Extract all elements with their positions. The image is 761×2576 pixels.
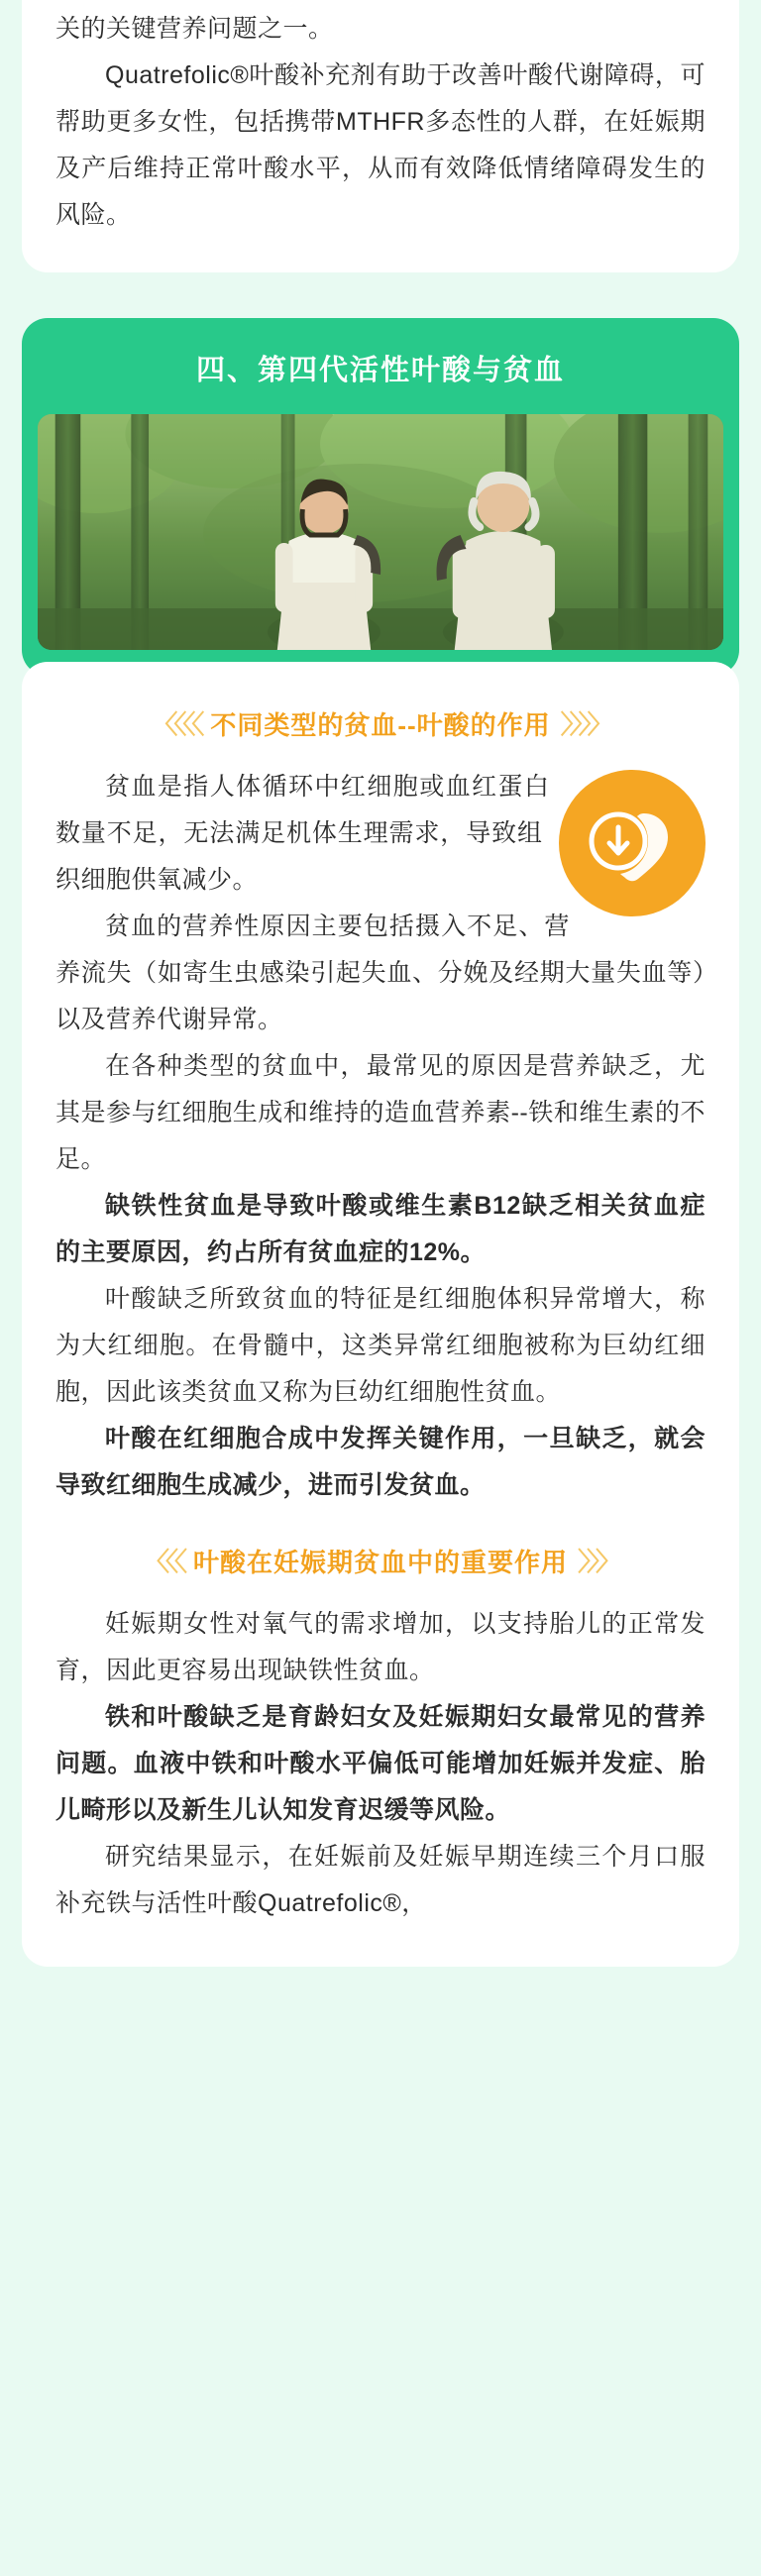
heart-droplet-down-glyph	[585, 800, 680, 887]
chevron-left-icon: 〈〈〈〈	[152, 708, 201, 739]
paragraph: 叶酸缺乏所致贫血的特征是红细胞体积异常增大，称为大红细胞。在骨髓中，这类异常红细胞被称为巨幼红细胞，因此该类贫血又称为巨幼红细胞性贫血。	[55, 1285, 706, 1406]
paragraph: 妊娠期女性对氧气的需求增加，以支持胎儿的正常发育，因此更容易出现缺铁性贫血。	[55, 1610, 706, 1684]
paragraph	[55, 53, 706, 239]
section-green-panel	[22, 318, 739, 676]
paragraph: 贫血是指人体循环中红细胞或血红蛋白数量不足，无法满足机体生理需求，导致组织细胞供氧减少。	[55, 773, 550, 894]
sub-heading-label: 不同类型的贫血--叶酸的作用	[210, 710, 551, 740]
paragraph: 关的关键营养问题之一。	[55, 15, 334, 43]
sub-heading-anemia-types	[55, 672, 706, 764]
paragraph: 贫血的营养性原因主要包括摄入不足、营养流失（如寄生虫感染引起失血、分娩及经期大量失血等）以及营养代谢异常。	[55, 912, 706, 1033]
sub-heading-pregnancy-anemia	[55, 1509, 706, 1601]
section-title: 四、第四代活性叶酸与贫血	[195, 355, 565, 386]
top-continuation-card	[22, 0, 739, 272]
paragraph: 缺铁性贫血是导致叶酸或维生素B12缺乏相关贫血症的主要原因，约占所有贫血症的12%。	[55, 1192, 706, 1266]
chevron-right-icon: 〉〉〉	[578, 1546, 618, 1576]
heart-droplet-down-icon	[559, 770, 706, 916]
forest-hikers-illustration	[38, 414, 723, 650]
sub-heading-label: 叶酸在妊娠期贫血中的重要作用	[192, 1548, 568, 1577]
chevron-left-icon: 〈〈〈	[143, 1546, 183, 1576]
paragraph: 铁和叶酸缺乏是育龄妇女及妊娠期妇女最常见的营养问题。血液中铁和叶酸水平偏低可能增加妊娠并发症、胎儿畸形以及新生儿认知发育迟缓等风险。	[55, 1703, 706, 1824]
paragraph-block-with-icon	[55, 764, 706, 1043]
paragraph-text: Quatrefolic®叶酸补充剂有助于改善叶酸代谢障碍，可帮助更多女性，包括携带MTHFR多态性的人群，在妊娠期及产后维持正常叶酸水平，从而有效降低情绪障碍发生的风险。	[55, 61, 706, 229]
chevron-right-icon: 〉〉〉〉	[560, 708, 609, 739]
paragraph: 叶酸在红细胞合成中发挥关键作用，一旦缺乏，就会导致红细胞生成减少，进而引发贫血。	[55, 1425, 706, 1499]
section-body-card	[22, 662, 739, 1967]
paragraph: 研究结果显示，在妊娠前及妊娠早期连续三个月口服补充铁与活性叶酸Quatrefolic®，	[55, 1843, 706, 1917]
hero-image	[38, 414, 723, 650]
paragraph: 在各种类型的贫血中，最常见的原因是营养缺乏，尤其是参与红细胞生成和维持的造血营养素--铁和维生素的不足。	[55, 1052, 706, 1173]
